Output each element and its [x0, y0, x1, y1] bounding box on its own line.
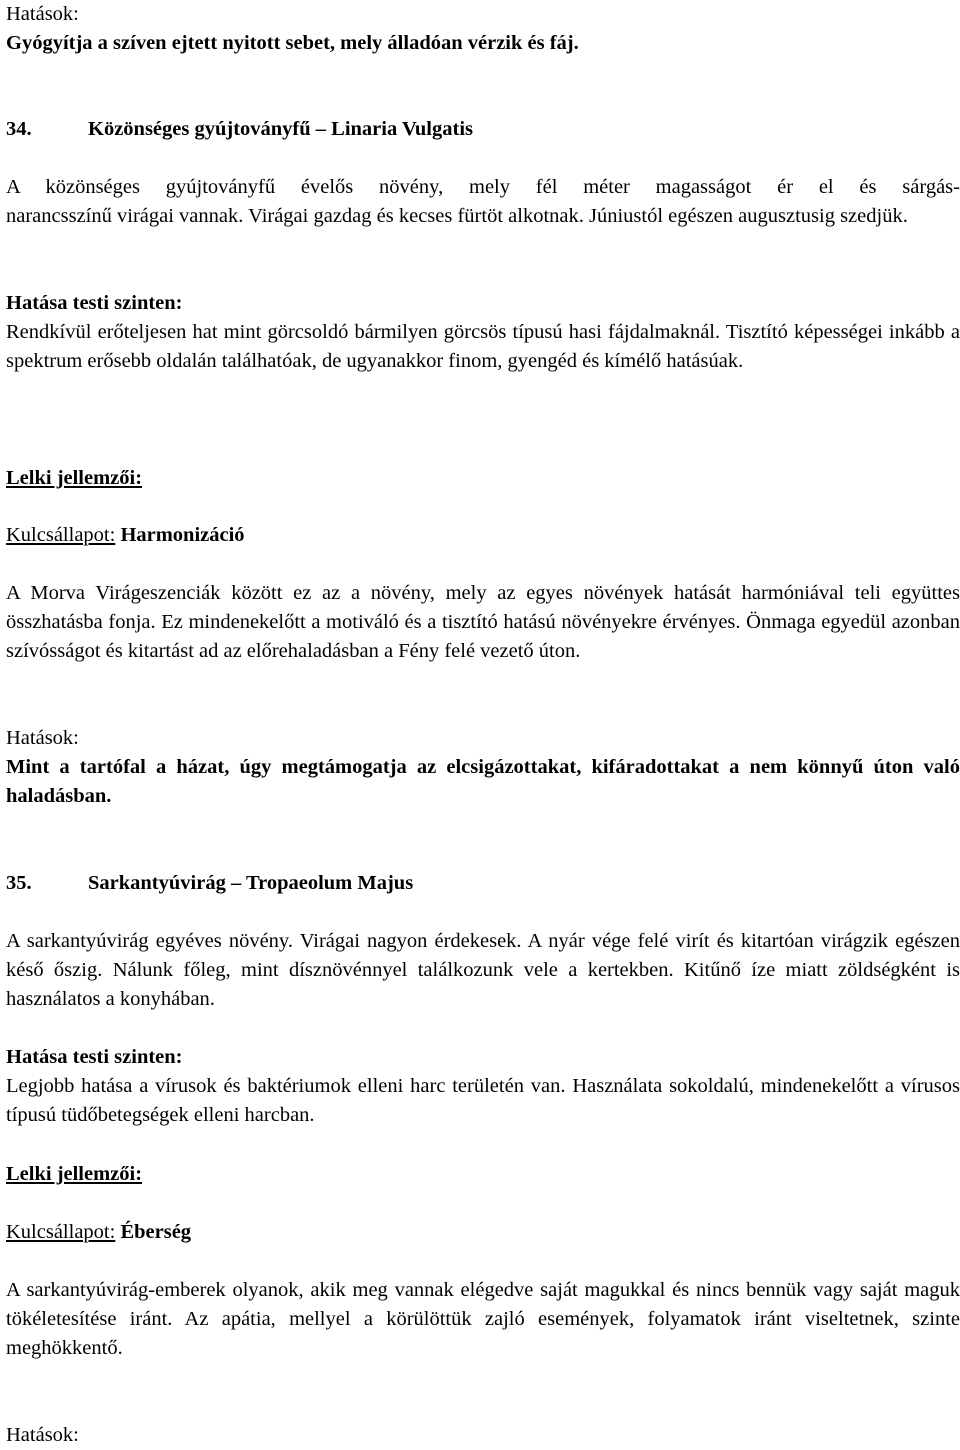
hatasok-text: Gyógyítja a szíven ejtett nyitott sebet, mely álladóan vérzik és fáj. — [6, 32, 579, 54]
document-page — [6, 0, 960, 1446]
key-state-label: Kulcsállapot: — [6, 524, 116, 546]
physical-effect-label: Hatása testi szinten: — [6, 292, 183, 314]
key-state-value: Éberség — [120, 1221, 192, 1243]
hatasok-label: Hatások: — [6, 1424, 79, 1446]
section-heading — [6, 115, 960, 144]
section-title: Közönséges gyújtoványfű – Linaria Vulgatis — [88, 118, 473, 140]
hatasok-text: Mint a tartófal a házat, úgy megtámogatja az elcsigázottakat, kifáradottakat a nem könnyű úton való haladásban. — [6, 756, 960, 807]
mental-traits-text: A sarkantyúvirág-emberek olyanok, akik meg vannak elégedve saját magukkal és nincs bennük vagy saját maguk tökéletesítése iránt. Az apátia, mellyel a körülöttük zajló események, folyamatok iránt viseltetnek, szinte meghökkentő. — [6, 1279, 960, 1359]
section-number: 35. — [6, 872, 32, 894]
key-state — [6, 521, 960, 550]
section-number: 34. — [6, 118, 32, 140]
section-heading — [6, 869, 960, 898]
key-state — [6, 1218, 960, 1247]
section-title: Sarkantyúvirág – Tropaeolum Majus — [88, 872, 414, 894]
physical-effect-label: Hatása testi szinten: — [6, 1046, 183, 1068]
hatasok-label: Hatások: — [6, 3, 79, 25]
mental-traits-text: A Morva Virágeszenciák között ez az a növény, mely az egyes növények hatását harmóniával teli együttes összhatásba fonja. Ez mindenekelőtt a motiváló és a tisztító hatású növényekre érvényes. Önmaga egyedül azonban szívósságot és kitartást ad az előrehaladásban a Fény felé vezető úton. — [6, 582, 960, 662]
intro-paragraph: A sarkantyúvirág egyéves növény. Virágai nagyon érdekesek. A nyár vége felé virít és kitartóan virágzik egészen késő őszig. Nálunk főleg, mint dísznövénnyel találkozunk vele a kertekben. Kitűnő íze miatt zöldségként is használatos a konyhában. — [6, 930, 960, 1010]
mental-traits-label: Lelki jellemzői: — [6, 1163, 143, 1185]
physical-effect-text: Legjobb hatása a vírusok és baktériumok elleni harc területén van. Használata sokoldalú, mindenekelőtt a vírusos típusú tüdőbetegségek elleni harcban. — [6, 1075, 960, 1126]
key-state-value: Harmonizáció — [120, 524, 245, 546]
key-state-label: Kulcsállapot: — [6, 1221, 116, 1243]
physical-effect-text: Rendkívül erőteljesen hat mint görcsoldó bármilyen görcsös típusú hasi fájdalmaknál. Tisztító képességei inkább a spektrum erősebb oldalán találhatóak, de ugyanakkor finom, gyengéd és kímélő hatásúak. — [6, 321, 960, 372]
intro-paragraph-line: A közönséges gyújtoványfű évelős növény, mely fél méter magasságot ér el és sárgás- — [6, 176, 960, 198]
mental-traits-label: Lelki jellemzői: — [6, 467, 143, 489]
hatasok-label: Hatások: — [6, 727, 79, 749]
intro-paragraph: narancsszínű virágai vannak. Virágai gazdag és kecses fürtöt alkotnak. Júniustól egészen augusztusig szedjük. — [6, 205, 908, 227]
